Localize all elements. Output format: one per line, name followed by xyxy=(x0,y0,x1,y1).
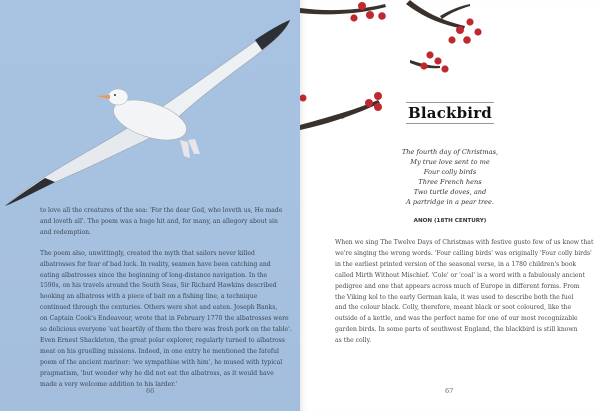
text-line: and the colour black. Colly, therefore, meant black or soot coloured, like the xyxy=(335,304,572,312)
poem-line: My true love sent to me xyxy=(410,158,490,166)
poem-line: Three French hens xyxy=(418,178,482,186)
paragraph xyxy=(40,249,292,391)
page-title: Blackbird xyxy=(408,104,492,122)
text-line: 1590s, on his travels around the South Seas, Sir Richard Hawkins described xyxy=(40,282,277,290)
text-line: so delicious everyone 'eat heartily of them tho there was fresh pork on the table'. xyxy=(40,326,292,334)
paragraph xyxy=(40,206,292,239)
text-line: to love all the creatures of the sea: 'For the dear God, who loveth us, He made xyxy=(40,207,283,214)
text-line: pragmatism, 'but wonder why he did not eat the albatross, as it would have xyxy=(40,369,274,377)
text-line: called Mirth Without Mischief. 'Cole' or 'coal' is a word with a fabulously ancient xyxy=(335,271,585,279)
albatross-illustration xyxy=(0,0,300,210)
text-line: on Captain Cook's Endeavour, wrote that in February 1770 the albatrosses were xyxy=(40,315,289,323)
text-line: hooking an albatross with a piece of bait on a fishing line, a technique xyxy=(40,293,258,301)
right-page xyxy=(300,0,600,411)
text-line: and loveth all'. The poem was a huge hit and, for many, an allegory about sin xyxy=(40,217,278,225)
text-line: albatrosses for fear of bad luck. In reality, seamen have been catching and xyxy=(40,260,271,268)
text-line: The poem also, unwittingly, created the myth that sailors never killed xyxy=(40,249,255,257)
poem-line: The fourth day of Christmas, xyxy=(401,148,499,156)
text-line: When we sing The Twelve Days of Christmas with festive gusto few of us know that xyxy=(335,239,594,246)
text-line: in the earliest printed version of the seasonal verse, in a 1780 children's book xyxy=(335,260,577,268)
right-body-text xyxy=(335,238,593,347)
text-line: and redemption. xyxy=(40,228,92,236)
title-block xyxy=(385,102,515,124)
text-line: made a very welcome addition to his larder.' xyxy=(40,380,178,388)
poem-line: Four colly birds xyxy=(423,168,477,176)
text-line: outside of a kettle, and was the perfect name for one of our most recognizable xyxy=(335,315,578,323)
text-line: meat on his gruelling missions. Indeed, in one entry he mentioned the fateful xyxy=(40,347,279,355)
page-number: 66 xyxy=(146,387,155,395)
text-line: pedigree and one that appears across much of Europe in different forms. From xyxy=(335,282,580,290)
text-line: garden birds. In some parts of southwest England, the blackbird is still known xyxy=(335,326,578,334)
text-line: the Viking kol to the early German kala, it was used to describe both the fuel xyxy=(335,293,574,301)
text-line: as the colly. xyxy=(335,337,372,345)
poem-verse xyxy=(300,147,600,207)
text-line: eating albatrosses since the beginning of long-distance navigation. In the xyxy=(40,271,268,279)
text-line: continued through the centuries. Others were shot and eaten. Joseph Banks, xyxy=(40,304,278,312)
text-line: Even Ernest Shackleton, the great polar explorer, regularly turned to albatross xyxy=(40,336,285,344)
left-body-text xyxy=(40,206,292,391)
text-line: poem of the ancient mariner: 'we sympathise with him', he mused with typical xyxy=(40,358,283,366)
poem-attribution: ANON (18TH CENTURY) xyxy=(413,218,487,224)
poem-line: A partridge in a pear tree. xyxy=(406,198,494,206)
text-line: we're singing the wrong words. 'Four calling birds' was originally 'Four colly birds' xyxy=(335,249,592,257)
page-number: 67 xyxy=(445,387,454,395)
poem-line: Two turtle doves, and xyxy=(413,188,487,196)
